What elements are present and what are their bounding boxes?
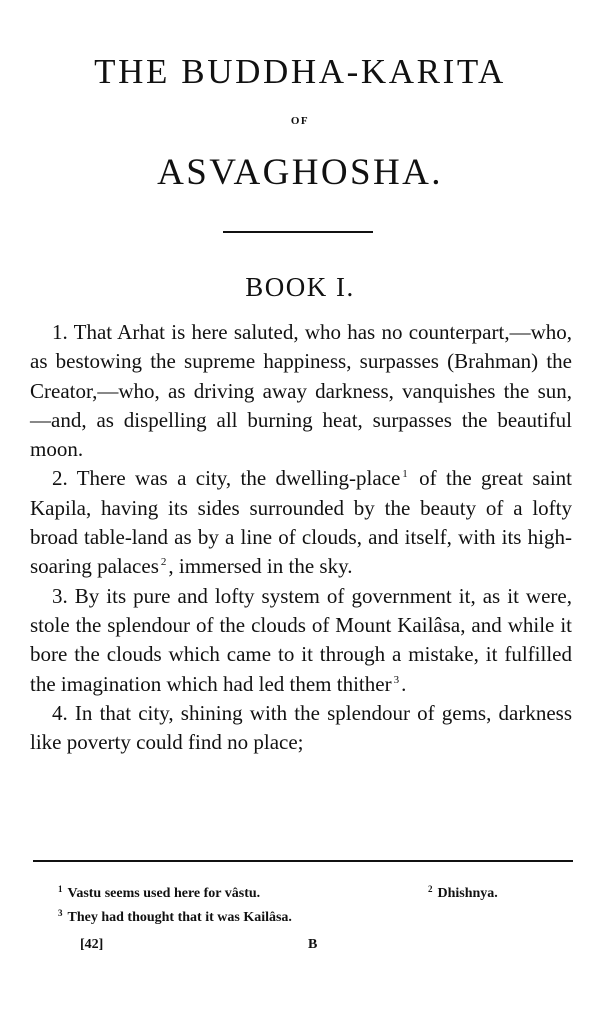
paragraph-2 [30,464,572,581]
paragraph-3 [30,582,572,699]
volume-number: [42] [80,937,104,952]
paragraph-2-text-b: of the great saint Kapila, having its sides surrounded by the beauty of a lofty broad table-land as by a line of clouds, and itself, with its high-soaring palaces [30,466,572,579]
footnote-1-mark: 1 [58,884,63,894]
paragraph-3-text-a: 3. By its pure and lofty system of government it, as it were, stole the splendour of the clouds of Mount Kailâsa, and while it bore the clouds which came to it through a mistake, it fulfilled the imagination which had led them thither [30,583,572,696]
paragraph-2-text-c: , immersed in the sky. [168,554,353,579]
footnote-divider [33,860,573,862]
author-name: ASVAGHOSHA. [157,152,443,193]
paragraph-2-text-a: 2. There was a city, the dwelling-place [52,466,401,491]
footnote-3 [58,904,292,927]
footnote-2-text: Dhishnya. [437,886,498,901]
paragraph-3-text-b: . [401,671,407,696]
footnote-ref-1: 1 [402,468,408,481]
footnote-ref-3: 3 [393,673,400,686]
footnote-2-mark: 2 [428,884,433,894]
footnote-3-mark: 3 [58,908,63,918]
footnote-1-text: Vastu seems used here for vâstu. [67,886,261,901]
footnote-3-text: They had thought that it was Kailâsa. [67,910,292,925]
title-connector: OF [290,115,310,127]
signature-letter: B [308,937,318,952]
footnote-1 [58,880,260,903]
body-text [30,318,572,757]
footnote-2 [428,880,498,903]
paragraph-4: 4. In that city, shining with the splendour of gems, darkness like poverty could find no place; [30,700,572,755]
book-title: THE BUDDHA-KARITA [94,52,506,91]
title-divider [223,231,373,233]
book-heading: BOOK I. [245,272,355,302]
footnote-ref-2: 2 [160,556,167,569]
paragraph-1: 1. That Arhat is here saluted, who has no counterpart,—who, as bestowing the supreme happiness, surpasses (Brahman) the Creator,—who, as driving away darkness, vanquishes the sun,—and, as dispelling all burning heat, surpasses the beautiful moon. [30,320,572,462]
